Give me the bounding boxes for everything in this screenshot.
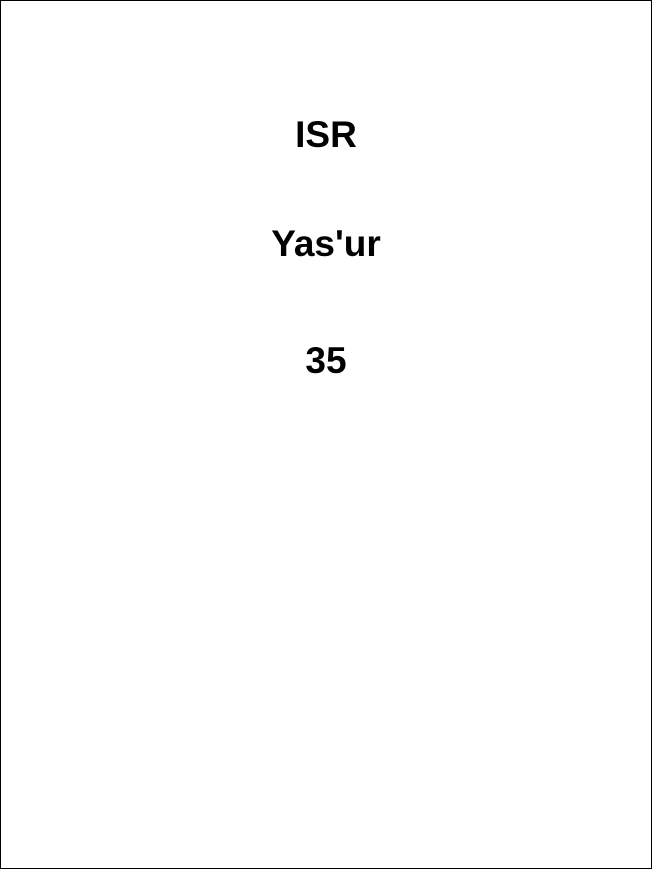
card-number: 35 bbox=[305, 340, 347, 381]
country-code: ISR bbox=[295, 114, 357, 155]
place-name: Yas'ur bbox=[271, 223, 381, 264]
